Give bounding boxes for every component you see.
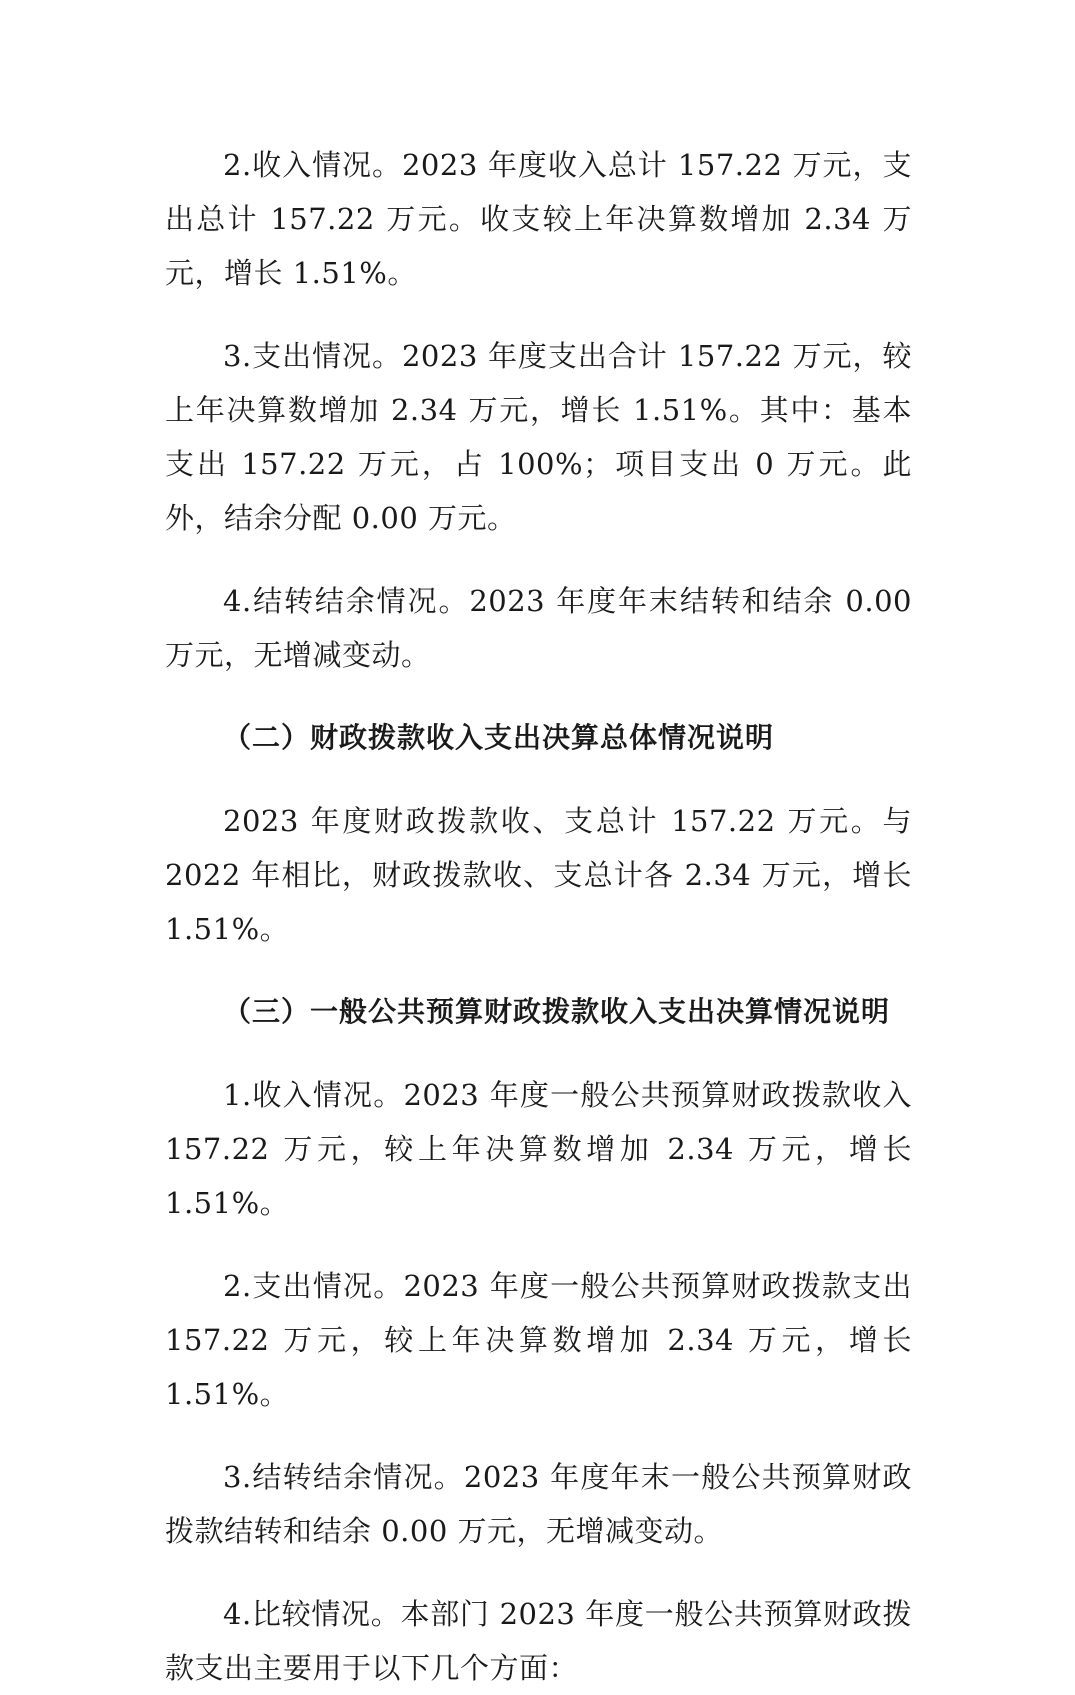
- paragraph-general-expenditure: 2.支出情况。2023 年度一般公共预算财政拨款支出 157.22 万元，较上年决算数增加 2.34 万元，增长 1.51%。: [165, 1269, 912, 1411]
- document-body: [165, 138, 912, 1695]
- section-heading-general-budget: （三）一般公共预算财政拨款收入支出决算情况说明: [223, 995, 891, 1028]
- section-heading-fiscal-appropriation: （二）财政拨款收入支出决算总体情况说明: [223, 721, 775, 754]
- paragraph-carryover: 4.结转结余情况。2023 年度年末结转和结余 0.00 万元，无增减变动。: [165, 584, 912, 672]
- paragraph-fiscal-total: 2023 年度财政拨款收、支总计 157.22 万元。与 2022 年相比，财政拨款收、支总计各 2.34 万元，增长 1.51%。: [165, 804, 912, 946]
- paragraph-income: 2.收入情况。2023 年度收入总计 157.22 万元，支出总计 157.22 万元。收支较上年决算数增加 2.34 万元，增长 1.51%。: [165, 148, 912, 290]
- paragraph-comparison: 4.比较情况。本部门 2023 年度一般公共预算财政拨款支出主要用于以下几个方面：: [165, 1597, 912, 1685]
- paragraph-expenditure: 3.支出情况。2023 年度支出合计 157.22 万元，较上年决算数增加 2.34 万元，增长 1.51%。其中：基本支出 157.22 万元，占 100%；项目支出 0 万元。此外，结余分配 0.00 万元。: [165, 339, 912, 535]
- paragraph-general-carryover: 3.结转结余情况。2023 年度年末一般公共预算财政拨款结转和结余 0.00 万元，无增减变动。: [165, 1460, 912, 1548]
- paragraph-general-income: 1.收入情况。2023 年度一般公共预算财政拨款收入 157.22 万元，较上年决算数增加 2.34 万元，增长 1.51%。: [165, 1078, 912, 1220]
